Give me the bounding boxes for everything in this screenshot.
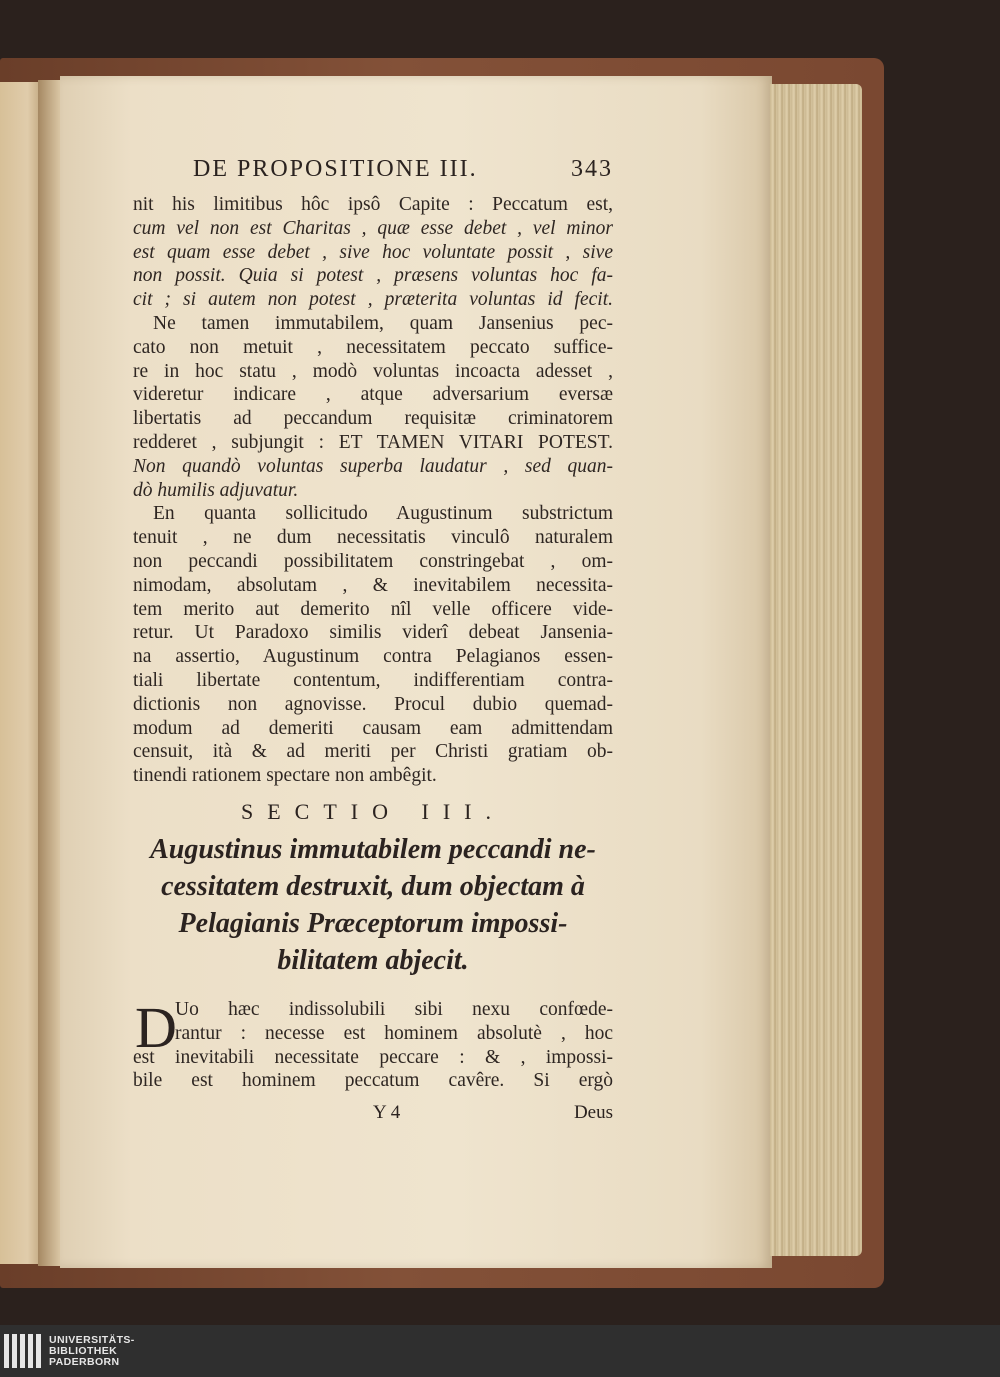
paragraph-3: [133, 503, 613, 789]
page-edges: [770, 84, 862, 1256]
running-header: [193, 158, 613, 180]
text-line: est quam esse debet , sive hoc voluntate possit , sive: [133, 241, 613, 263]
paragraph-2: [133, 313, 613, 503]
text-line: libertatis ad peccandum requisitæ criminatorem: [133, 408, 613, 430]
text-line: redderet , subjungit : ET TAMEN VITARI POTEST.: [133, 431, 613, 453]
text-line: dictionis non agnovisse. Procul dubio quemad-: [133, 693, 613, 715]
text-line: censuit, ità & ad meriti per Christi gratiam ob-: [133, 741, 613, 763]
text-line: nit his limitibus hôc ipsô Capite : Peccatum est,: [133, 194, 613, 215]
text-line: cum vel non est Charitas , quæ esse debet , vel minor: [133, 217, 613, 239]
text-line: Uo hæc indissolubili sibi nexu confœde-: [175, 998, 613, 1020]
page-number: 343: [571, 156, 613, 182]
text-line: na assertio, Augustinum contra Pelagianos essen-: [133, 646, 613, 668]
library-name-line: UNIVERSITÄTS-: [49, 1333, 135, 1346]
text-line: En quanta sollicitudo Augustinum substrictum: [153, 503, 613, 525]
paragraph-1: [133, 194, 613, 313]
text-line: cit ; si autem non potest , præterita voluntas id fecit.: [133, 289, 613, 311]
text-line: Ne tamen immutabilem, quam Jansenius pec-: [153, 312, 613, 334]
text-line: modum ad demeriti causam eam admittendam: [133, 717, 613, 739]
library-logo: [4, 1334, 135, 1368]
text-line: retur. Ut Paradoxo similis viderî debeat Janseniа-: [133, 622, 613, 644]
text-line: tenuit , ne dum necessitatis vinculô naturalem: [133, 527, 613, 549]
title-line: Pelagianis Præceptorum impossi-: [178, 907, 568, 939]
text-line: tem merito aut demerito nîl velle officere vide-: [133, 598, 613, 620]
title-line: bilitatem abjecit.: [277, 944, 469, 976]
drop-cap: D: [135, 994, 177, 1060]
title-line: Augustinus immutabilem peccandi ne-: [150, 833, 596, 865]
signature-mark: Y 4: [373, 1102, 401, 1124]
title-line: cessitatem destruxit, dum objectam à: [161, 870, 585, 902]
paragraph-4: [133, 994, 613, 1094]
text-line: videretur indicare , atque adversarium eversæ: [133, 384, 613, 406]
text-line: re in hoc statu , modò voluntas incoacta adesset ,: [133, 360, 613, 382]
text-line: cato non metuit , necessitatem peccato suffice-: [133, 336, 613, 358]
catchword: Deus: [573, 1102, 613, 1124]
page-footer: [133, 1102, 613, 1124]
text-line: nimodam, absolutam , & inevitabilem necessita-: [133, 574, 613, 596]
page-text: [133, 158, 613, 1124]
library-name-line: BIBLIOTHEK: [49, 1344, 118, 1357]
text-line: Non quandò voluntas superba laudatur , sed quan-: [133, 455, 613, 477]
text-line: non peccandi possibilitatem constringebat , om-: [133, 550, 613, 572]
text-line: dò humilis adjuvatur.: [133, 479, 299, 501]
text-line: est inevitabili necessitate peccare : & , impossi-: [133, 1046, 613, 1068]
section-title: [133, 831, 613, 979]
library-name: [49, 1335, 135, 1368]
text-line: tiali libertate contentum, indifferentiam contra-: [133, 669, 613, 691]
section-heading: SECTIO III.: [241, 798, 505, 824]
library-footer-bar: [0, 1325, 1000, 1377]
text-line: non possit. Quia si potest , præsens voluntas hoc fa-: [133, 265, 613, 287]
text-line: bile est hominem peccatum cavêre. Si ergò: [133, 1070, 613, 1092]
library-name-line: PADERBORN: [49, 1355, 120, 1368]
running-title: DE PROPOSITIONE III.: [193, 156, 478, 182]
text-line: rantur : necesse est hominem absolutè , hoc: [175, 1022, 613, 1044]
stripes-icon: [4, 1334, 41, 1368]
text-line: tinendi rationem spectare non ambêgit.: [133, 765, 437, 787]
